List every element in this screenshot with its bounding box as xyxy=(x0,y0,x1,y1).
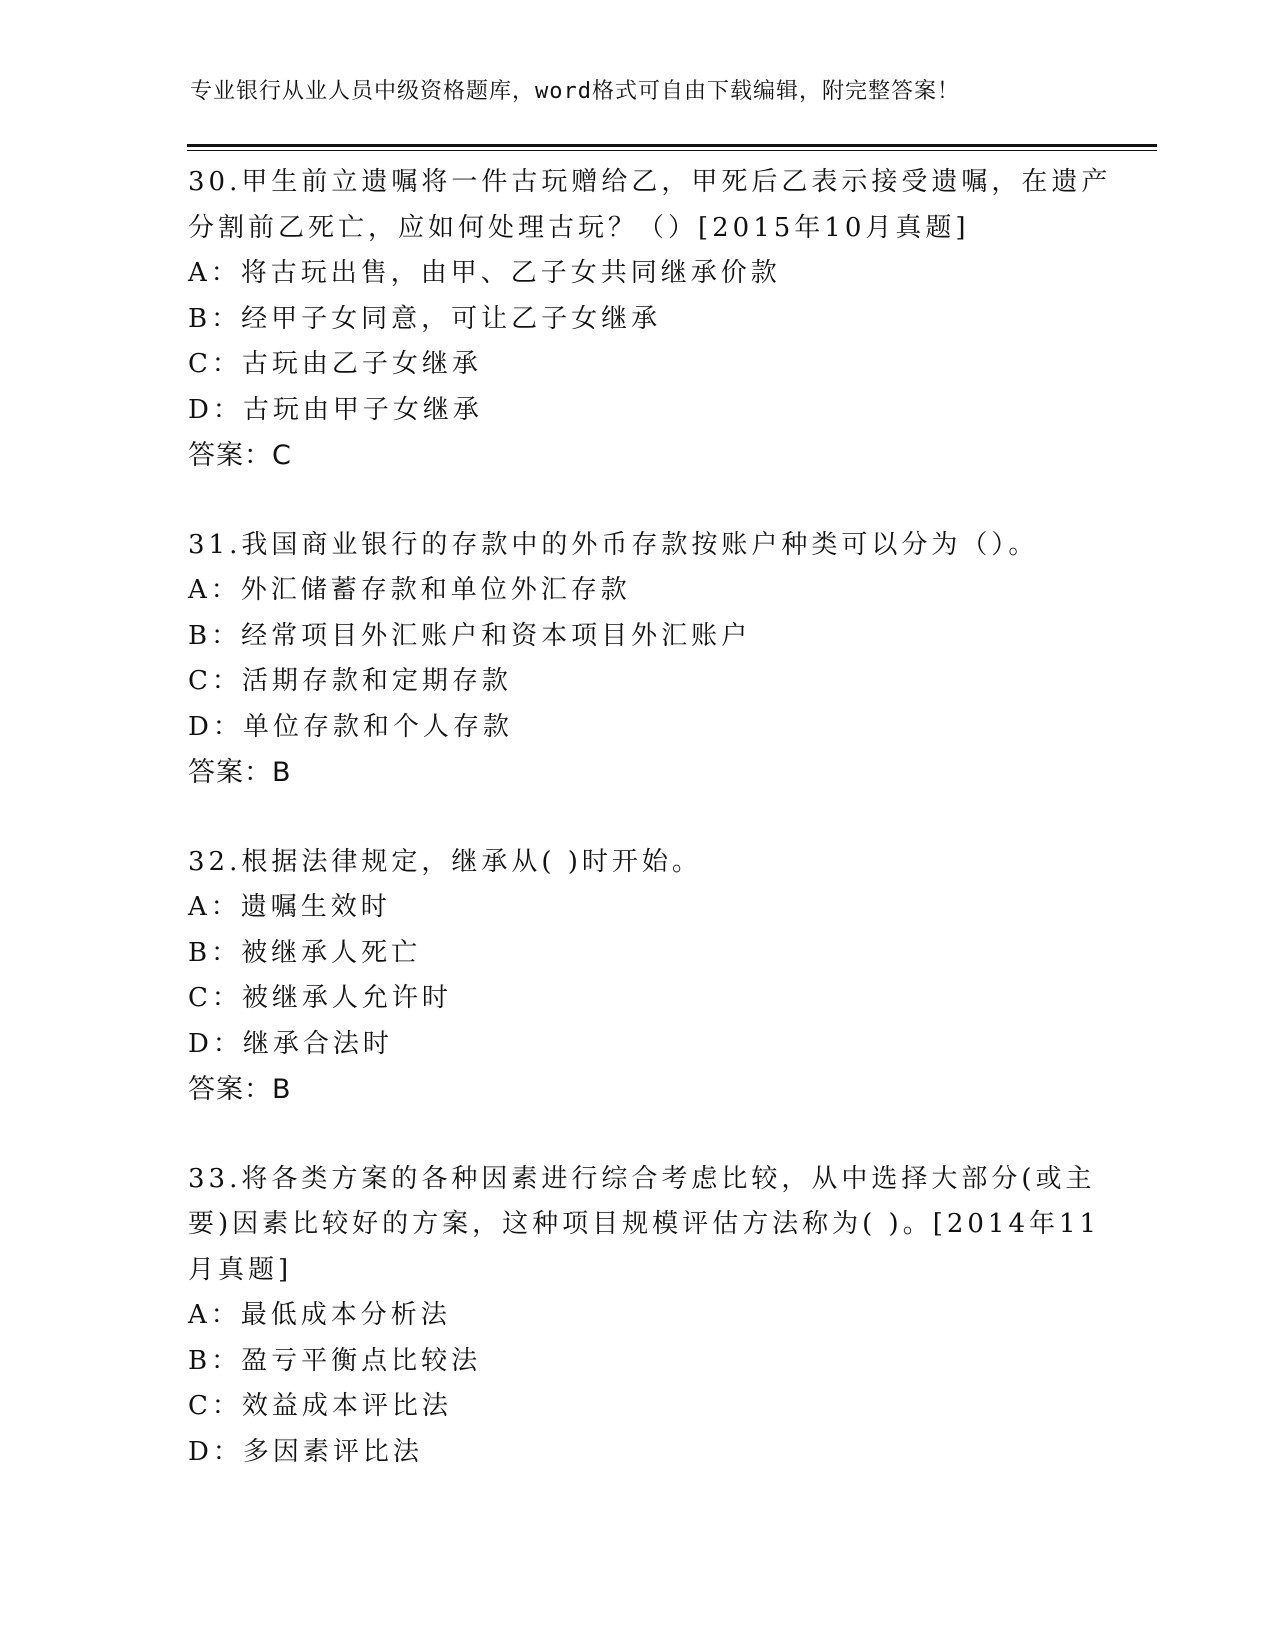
question-stem: 31.我国商业银行的存款中的外币存款按账户种类可以分为（）。 xyxy=(188,529,1039,560)
question-stem: 33.将各类方案的各种因素进行综合考虑比较，从中选择大部分(或主 xyxy=(188,1163,1096,1194)
option-b: B：经甲子女同意，可让乙子女继承 xyxy=(188,303,662,334)
header-rule-thin xyxy=(187,150,1157,151)
question-33 xyxy=(188,1157,1101,1476)
option-a: A：外汇储蓄存款和单位外汇存款 xyxy=(188,575,631,605)
question-31 xyxy=(188,523,1088,796)
option-b: B：经常项目外汇账户和资本项目外汇账户 xyxy=(188,620,752,651)
option-d: D：古玩由甲子女继承 xyxy=(188,394,483,425)
question-list xyxy=(188,160,1112,1519)
page-header: 专业银行从业人员中级资格题库，word格式可自由下载编辑，附完整答案！ xyxy=(190,79,960,104)
option-a: A：遗嘱生效时 xyxy=(188,892,391,922)
option-d: D：继承合法时 xyxy=(188,1028,393,1059)
option-a: A：将古玩出售，由甲、乙子女共同继承价款 xyxy=(188,258,781,288)
question-stem: 分割前乙死亡，应如何处理古玩？（）[2015年10月真题] xyxy=(188,212,970,243)
option-b: B：被继承人死亡 xyxy=(188,937,422,968)
question-32 xyxy=(188,840,1088,1113)
option-c: C：古玩由乙子女继承 xyxy=(188,349,482,379)
option-a: A：最低成本分析法 xyxy=(188,1300,451,1330)
option-d: D：单位存款和个人存款 xyxy=(188,711,513,742)
option-c: C：效益成本评比法 xyxy=(188,1391,452,1421)
question-stem: 30.甲生前立遗嘱将一件古玩赠给乙，甲死后乙表示接受遗嘱，在遗产 xyxy=(188,167,1112,197)
answer: 答案：B xyxy=(188,1074,292,1105)
answer: 答案：C xyxy=(188,440,292,471)
option-c: C：被继承人允许时 xyxy=(188,983,452,1013)
header-rule-thick xyxy=(187,144,1157,147)
option-b: B：盈亏平衡点比较法 xyxy=(188,1345,482,1376)
answer: 答案：B xyxy=(188,757,292,788)
question-30 xyxy=(188,160,1112,479)
option-c: C：活期存款和定期存款 xyxy=(188,666,512,696)
question-stem: 要)因素比较好的方案，这种项目规模评估方法称为( )。[2014年11 xyxy=(188,1209,1101,1239)
option-d: D：多因素评比法 xyxy=(188,1436,423,1467)
question-stem: 月真题] xyxy=(188,1254,293,1285)
question-stem: 32.根据法律规定，继承从( )时开始。 xyxy=(188,846,702,877)
